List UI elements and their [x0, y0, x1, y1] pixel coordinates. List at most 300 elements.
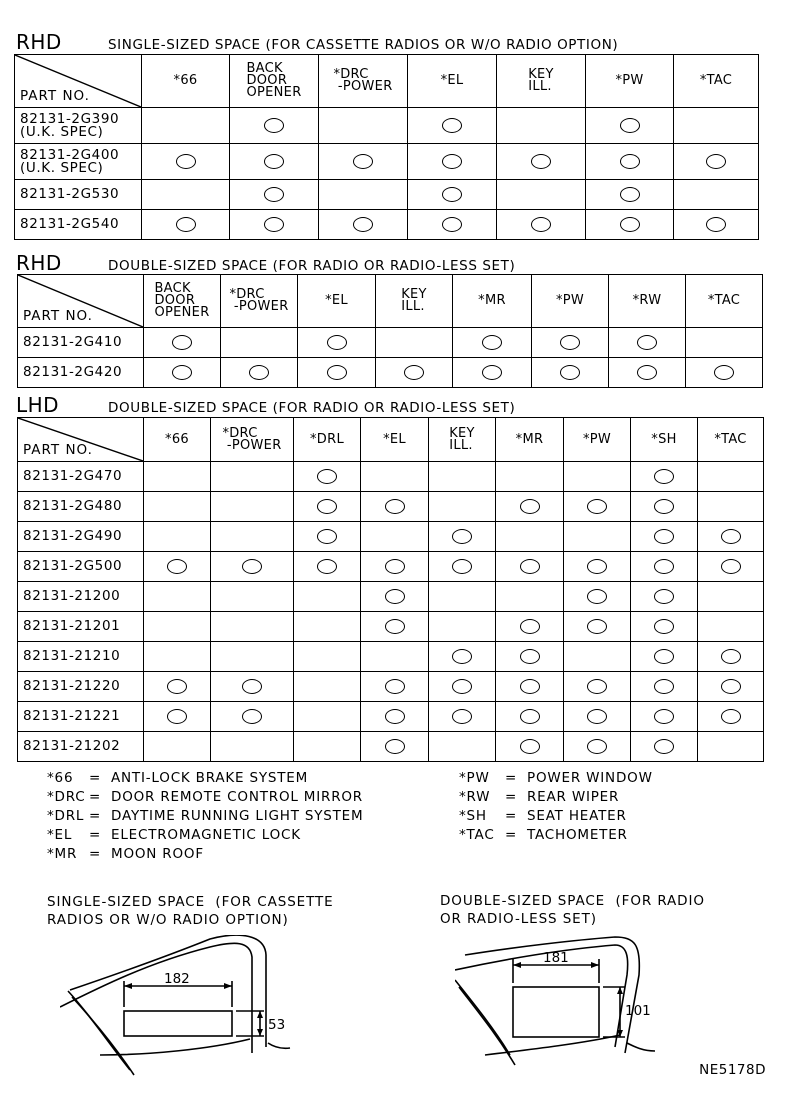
- option-cell: [294, 642, 361, 672]
- option-cell: [564, 492, 631, 522]
- option-cell: [496, 522, 564, 552]
- circle-mark: [520, 649, 540, 664]
- column-header-label: BACK DOOR OPENER: [246, 61, 302, 100]
- option-cell: [361, 612, 429, 642]
- option-cell: [294, 462, 361, 492]
- option-cell: [609, 358, 686, 388]
- circle-mark: [385, 559, 405, 574]
- column-header-label: *PW: [555, 293, 585, 308]
- dimension-width: 182: [164, 971, 190, 987]
- circle-mark: [172, 335, 192, 350]
- option-cell: [429, 702, 496, 732]
- circle-mark: [587, 499, 607, 514]
- column-header: [221, 275, 298, 328]
- option-cell: [144, 462, 211, 492]
- column-header: [211, 418, 294, 462]
- diagram-caption-text: DOUBLE-SIZED SPACE (FOR RADIO OR RADIO-LESS SET): [440, 893, 705, 927]
- column-header: [532, 275, 609, 328]
- option-cell: [631, 612, 698, 642]
- column-header: [144, 418, 211, 462]
- option-cell: [230, 144, 319, 180]
- part-number: 82131-2G410: [18, 328, 144, 358]
- part-number: 82131-21220: [18, 672, 144, 702]
- legend-abbr: *TAC: [459, 827, 495, 843]
- option-cell: [211, 492, 294, 522]
- column-header-label: *TAC: [714, 431, 747, 447]
- table-row: [18, 328, 763, 358]
- part-no-label: PART NO.: [23, 308, 93, 324]
- circle-mark: [520, 709, 540, 724]
- option-cell: [319, 108, 408, 144]
- legend-item: [459, 807, 653, 826]
- legend-left: [47, 769, 363, 864]
- circle-mark: [520, 499, 540, 514]
- table-row: [15, 144, 759, 180]
- option-cell: [142, 180, 230, 210]
- option-cell: [429, 582, 496, 612]
- option-cell: [294, 732, 361, 762]
- circle-mark: [242, 559, 262, 574]
- column-header-label: *TAC: [707, 293, 741, 308]
- part-number: 82131-2G420: [18, 358, 144, 388]
- option-cell: [144, 358, 221, 388]
- option-cell: [429, 732, 496, 762]
- column-header: [142, 55, 230, 108]
- option-cell: [686, 328, 763, 358]
- option-cell: [698, 612, 764, 642]
- circle-mark: [721, 649, 741, 664]
- option-cell: [294, 612, 361, 642]
- circle-mark: [442, 154, 462, 169]
- option-cell: [674, 108, 759, 144]
- circle-mark: [482, 335, 502, 350]
- part-number: 82131-2G500: [18, 552, 144, 582]
- option-cell: [532, 358, 609, 388]
- column-header: [294, 418, 361, 462]
- legend-equals: =: [505, 808, 518, 824]
- parts-table-rhd-single: [14, 54, 759, 240]
- option-cell: [408, 180, 497, 210]
- part-number: 82131-2G540: [15, 210, 142, 240]
- column-header: [144, 275, 221, 328]
- circle-mark: [317, 469, 337, 484]
- circle-mark: [385, 499, 405, 514]
- option-cell: [698, 462, 764, 492]
- circle-mark: [242, 709, 262, 724]
- section-header: [16, 393, 515, 417]
- option-cell: [496, 492, 564, 522]
- table-row: [18, 732, 764, 762]
- circle-mark: [620, 187, 640, 202]
- option-cell: [429, 492, 496, 522]
- legend-meaning: SEAT HEATER: [527, 808, 627, 824]
- option-cell: [497, 210, 586, 240]
- legend-equals: =: [505, 789, 518, 805]
- option-cell: [698, 492, 764, 522]
- column-header-label: *PW: [582, 431, 612, 447]
- legend-abbr: *DRC: [47, 789, 86, 805]
- diagram-caption-double: [440, 892, 705, 928]
- option-cell: [698, 522, 764, 552]
- legend-meaning: POWER WINDOW: [527, 770, 653, 786]
- part-number: 82131-2G530: [15, 180, 142, 210]
- option-cell: [564, 582, 631, 612]
- opening-rect: [513, 987, 599, 1037]
- part-number: 82131-2G480: [18, 492, 144, 522]
- option-cell: [211, 582, 294, 612]
- option-cell: [631, 642, 698, 672]
- parts-table-rhd-double: [17, 274, 763, 388]
- column-header-label: *66: [165, 431, 189, 447]
- circle-mark: [721, 529, 741, 544]
- part-number: 82131-21201: [18, 612, 144, 642]
- column-header: [631, 418, 698, 462]
- option-cell: [144, 732, 211, 762]
- circle-mark: [167, 679, 187, 694]
- circle-mark: [482, 365, 502, 380]
- option-cell: [144, 582, 211, 612]
- option-cell: [294, 552, 361, 582]
- circle-mark: [317, 559, 337, 574]
- option-cell: [564, 702, 631, 732]
- option-cell: [496, 612, 564, 642]
- circle-mark: [264, 154, 284, 169]
- option-cell: [564, 672, 631, 702]
- legend-meaning: TACHOMETER: [527, 827, 628, 843]
- legend-abbr: *RW: [459, 789, 491, 805]
- legend-equals: =: [89, 827, 102, 843]
- circle-mark: [520, 739, 540, 754]
- option-cell: [361, 732, 429, 762]
- option-cell: [408, 144, 497, 180]
- table-row: [15, 180, 759, 210]
- section-header: [16, 30, 618, 54]
- column-header-label: *TAC: [699, 73, 733, 88]
- circle-mark: [442, 118, 462, 133]
- single-space-diagram: [60, 935, 300, 1085]
- option-cell: [294, 492, 361, 522]
- option-cell: [631, 732, 698, 762]
- legend-abbr: *DRL: [47, 808, 85, 824]
- column-header-label: *EL: [383, 431, 406, 447]
- option-cell: [294, 522, 361, 552]
- option-cell: [221, 358, 298, 388]
- option-cell: [230, 210, 319, 240]
- option-cell: [496, 732, 564, 762]
- table-row: [18, 462, 764, 492]
- legend-abbr: *EL: [47, 827, 73, 843]
- column-header-label: *66: [173, 73, 198, 88]
- option-cell: [408, 210, 497, 240]
- legend-equals: =: [89, 808, 102, 824]
- legend-item: [459, 788, 653, 807]
- table-row: [18, 612, 764, 642]
- column-header: [319, 55, 408, 108]
- option-cell: [230, 180, 319, 210]
- column-header: [609, 275, 686, 328]
- opening-rect: [124, 1011, 232, 1036]
- section-header: [16, 251, 515, 275]
- circle-mark: [176, 217, 196, 232]
- table-row: [18, 672, 764, 702]
- circle-mark: [654, 739, 674, 754]
- option-cell: [144, 642, 211, 672]
- table-row: [18, 492, 764, 522]
- column-header: [674, 55, 759, 108]
- circle-mark: [385, 739, 405, 754]
- legend-meaning: ELECTROMAGNETIC LOCK: [111, 827, 301, 843]
- part-number: 82131-2G470: [18, 462, 144, 492]
- circle-mark: [264, 118, 284, 133]
- option-cell: [221, 328, 298, 358]
- option-cell: [319, 144, 408, 180]
- option-cell: [211, 732, 294, 762]
- option-cell: [586, 108, 674, 144]
- option-cell: [429, 612, 496, 642]
- part-number: 82131-21200: [18, 582, 144, 612]
- option-cell: [609, 328, 686, 358]
- legend-equals: =: [89, 789, 102, 805]
- circle-mark: [442, 187, 462, 202]
- column-header-label: BACK DOOR OPENER: [154, 281, 210, 320]
- column-header-label: *DRL: [310, 431, 344, 447]
- circle-mark: [654, 589, 674, 604]
- circle-mark: [404, 365, 424, 380]
- circle-mark: [654, 649, 674, 664]
- circle-mark: [167, 559, 187, 574]
- column-header-label: *RW: [632, 293, 662, 308]
- column-header: [408, 55, 497, 108]
- option-cell: [698, 552, 764, 582]
- column-header: [497, 55, 586, 108]
- part-number: 82131-2G490: [18, 522, 144, 552]
- circle-mark: [249, 365, 269, 380]
- option-cell: [144, 672, 211, 702]
- circle-mark: [587, 739, 607, 754]
- circle-mark: [442, 217, 462, 232]
- circle-mark: [327, 365, 347, 380]
- dimension-height: 101: [625, 1003, 651, 1019]
- option-cell: [319, 210, 408, 240]
- figure-code: NE5178D: [699, 1062, 766, 1078]
- circle-mark: [385, 679, 405, 694]
- option-cell: [698, 702, 764, 732]
- corner-cell: [18, 418, 144, 462]
- circle-mark: [560, 335, 580, 350]
- circle-mark: [587, 559, 607, 574]
- table-row: [15, 210, 759, 240]
- option-cell: [698, 732, 764, 762]
- double-space-diagram: [455, 935, 665, 1085]
- option-cell: [564, 612, 631, 642]
- option-cell: [453, 358, 532, 388]
- option-cell: [361, 552, 429, 582]
- legend-equals: =: [505, 770, 518, 786]
- option-cell: [142, 144, 230, 180]
- option-cell: [496, 462, 564, 492]
- circle-mark: [531, 154, 551, 169]
- circle-mark: [264, 217, 284, 232]
- option-cell: [376, 358, 453, 388]
- column-header: [230, 55, 319, 108]
- column-header: [586, 55, 674, 108]
- option-cell: [674, 210, 759, 240]
- legend-abbr: *66: [47, 770, 74, 786]
- legend-abbr: *MR: [47, 846, 78, 862]
- legend-meaning: REAR WIPER: [527, 789, 620, 805]
- circle-mark: [587, 679, 607, 694]
- option-cell: [586, 210, 674, 240]
- option-cell: [631, 702, 698, 732]
- option-cell: [497, 180, 586, 210]
- table-row: [18, 522, 764, 552]
- option-cell: [211, 522, 294, 552]
- option-cell: [674, 144, 759, 180]
- column-header-label: KEY ILL.: [401, 287, 427, 314]
- table-row: [15, 108, 759, 144]
- option-cell: [674, 180, 759, 210]
- part-number: 82131-2G400 (U.K. SPEC): [15, 144, 142, 180]
- circle-mark: [714, 365, 734, 380]
- circle-mark: [620, 217, 640, 232]
- circle-mark: [353, 217, 373, 232]
- option-cell: [408, 108, 497, 144]
- option-cell: [211, 642, 294, 672]
- option-cell: [586, 144, 674, 180]
- option-cell: [564, 552, 631, 582]
- option-cell: [698, 582, 764, 612]
- option-cell: [631, 462, 698, 492]
- circle-mark: [721, 709, 741, 724]
- circle-mark: [452, 649, 472, 664]
- column-header-label: *EL: [325, 293, 348, 308]
- option-cell: [631, 582, 698, 612]
- circle-mark: [721, 679, 741, 694]
- legend-abbr: *SH: [459, 808, 487, 824]
- section-code: RHD: [16, 251, 62, 275]
- section-description: DOUBLE-SIZED SPACE (FOR RADIO OR RADIO-LESS SET): [108, 258, 516, 274]
- legend-item: [47, 826, 363, 845]
- table-row: [18, 552, 764, 582]
- legend-equals: =: [89, 846, 102, 862]
- option-cell: [586, 180, 674, 210]
- column-header-label: *DRC -POWER: [229, 287, 289, 314]
- option-cell: [698, 672, 764, 702]
- column-header: [496, 418, 564, 462]
- option-cell: [294, 582, 361, 612]
- option-cell: [564, 522, 631, 552]
- option-cell: [211, 462, 294, 492]
- part-number: 82131-21210: [18, 642, 144, 672]
- option-cell: [144, 328, 221, 358]
- column-header: [298, 275, 376, 328]
- option-cell: [211, 672, 294, 702]
- diagram-caption-text: SINGLE-SIZED SPACE (FOR CASSETTE RADIOS OR W/O RADIO OPTION): [47, 894, 334, 928]
- option-cell: [211, 702, 294, 732]
- column-header-label: *PW: [615, 73, 644, 88]
- circle-mark: [452, 529, 472, 544]
- column-header-label: *SH: [651, 431, 677, 447]
- legend-item: [459, 769, 653, 788]
- circle-mark: [654, 619, 674, 634]
- part-no-label: PART NO.: [20, 88, 90, 104]
- circle-mark: [520, 679, 540, 694]
- legend-meaning: DAYTIME RUNNING LIGHT SYSTEM: [111, 808, 364, 824]
- option-cell: [319, 180, 408, 210]
- option-cell: [564, 642, 631, 672]
- circle-mark: [172, 365, 192, 380]
- circle-mark: [706, 217, 726, 232]
- option-cell: [496, 642, 564, 672]
- option-cell: [496, 552, 564, 582]
- circle-mark: [327, 335, 347, 350]
- section-code: LHD: [16, 393, 60, 417]
- diagram-caption-single: [47, 893, 334, 929]
- circle-mark: [385, 709, 405, 724]
- circle-mark: [317, 499, 337, 514]
- section-description: DOUBLE-SIZED SPACE (FOR RADIO OR RADIO-LESS SET): [108, 400, 516, 416]
- option-cell: [144, 522, 211, 552]
- section-code: RHD: [16, 30, 62, 54]
- column-header-label: *EL: [440, 73, 464, 88]
- option-cell: [686, 358, 763, 388]
- part-number: 82131-21202: [18, 732, 144, 762]
- option-cell: [211, 552, 294, 582]
- corner-cell: [18, 275, 144, 328]
- legend-item: [47, 845, 363, 864]
- circle-mark: [721, 559, 741, 574]
- part-number: 82131-21221: [18, 702, 144, 732]
- option-cell: [631, 672, 698, 702]
- option-cell: [564, 462, 631, 492]
- part-no-label: PART NO.: [23, 442, 93, 458]
- option-cell: [144, 612, 211, 642]
- circle-mark: [654, 469, 674, 484]
- circle-mark: [242, 679, 262, 694]
- circle-mark: [264, 187, 284, 202]
- legend-meaning: DOOR REMOTE CONTROL MIRROR: [111, 789, 363, 805]
- column-header: [564, 418, 631, 462]
- circle-mark: [520, 619, 540, 634]
- column-header: [361, 418, 429, 462]
- legend-item: [47, 807, 363, 826]
- option-cell: [361, 492, 429, 522]
- option-cell: [142, 108, 230, 144]
- legend-meaning: MOON ROOF: [111, 846, 204, 862]
- table-row: [18, 642, 764, 672]
- option-cell: [497, 144, 586, 180]
- column-header: [376, 275, 453, 328]
- option-cell: [429, 522, 496, 552]
- circle-mark: [587, 709, 607, 724]
- option-cell: [361, 462, 429, 492]
- column-header: [453, 275, 532, 328]
- option-cell: [361, 582, 429, 612]
- circle-mark: [452, 709, 472, 724]
- column-header: [698, 418, 764, 462]
- option-cell: [376, 328, 453, 358]
- option-cell: [211, 612, 294, 642]
- option-cell: [429, 642, 496, 672]
- table-row: [18, 358, 763, 388]
- circle-mark: [560, 365, 580, 380]
- option-cell: [144, 702, 211, 732]
- table-row: [18, 582, 764, 612]
- option-cell: [496, 702, 564, 732]
- parts-table-lhd-double: [17, 417, 764, 762]
- option-cell: [144, 552, 211, 582]
- column-header-label: *DRC -POWER: [222, 425, 282, 453]
